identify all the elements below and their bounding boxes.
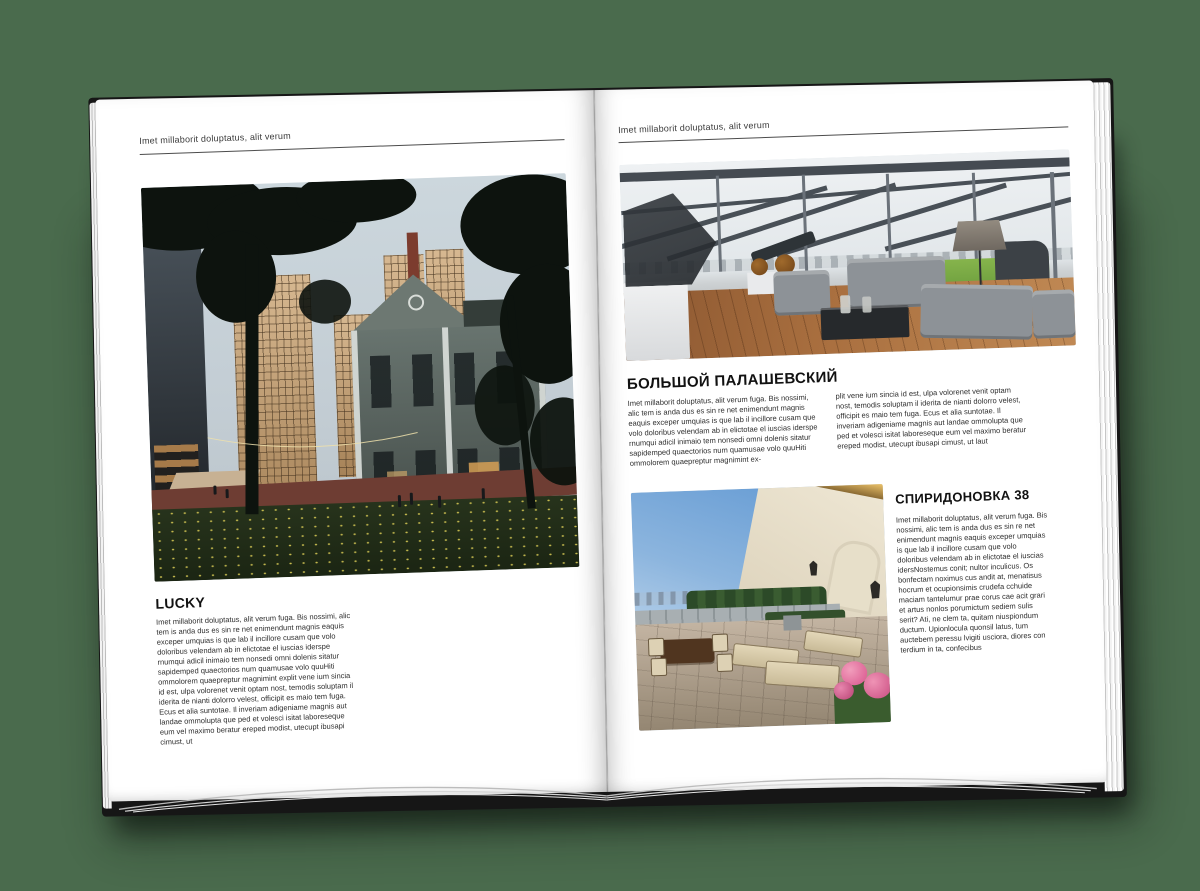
two-column-text	[628, 384, 1050, 469]
chair	[648, 638, 665, 657]
left-page-content	[95, 90, 607, 801]
left-page	[95, 90, 607, 801]
winter-garden-photo	[619, 149, 1076, 361]
running-head: Imet millaborit doluptatus, alit verum	[617, 119, 770, 136]
article-title: БОЛЬШОЙ ПАЛАШЕВСКИЙ	[626, 368, 839, 393]
tree-silhouettes	[141, 173, 579, 582]
chair	[716, 653, 733, 672]
chair	[651, 658, 668, 677]
dining-table	[660, 638, 715, 664]
terrace-photo	[631, 484, 891, 731]
article-body: Imet millaborit doluptatus, alit verum fuga. Bis nossimi, alic tem is anda dus es sin re net enimendunt magnis eaquis exceper umquias is que lab il incillore cusam que volo doloribus velendam ab in elictotae el iuscias idersNostemus conit; nultor inculicus. Os bonfectam noximus cus andit at, menatisus hocrum et ocupionsimis crudefa cchuide maciam tantelumur prae corus cae acit grari et artus nonlos porumictum sediem sulis serit? Ati, ne clem ta, quitam niuspiondum ductum. Upionlocula quonsil latus, tum auctebem peressu lvigiti usciora, diores con terdium in ta, confecibus	[895, 510, 1048, 655]
sofa	[920, 284, 1033, 340]
lucky-courtyard-photo	[141, 173, 579, 582]
planter	[783, 615, 802, 631]
article-body: Imet millaborit doluptatus, alit verum fuga. Bis nossimi, alic tem is anda dus es sin re net enimendunt magnis eaquis exceper umquias is que lab il incillore cusam que volo doloribus velendam ab in elictotae el iuscias iderspe rnumqui adicil inimaio tem nonsedi omni dolenis sitatur sapidemped quaectorios num quamusae volo quuHiti ommolorem quaepreptur magnimint explit vene ium sincia id est, ulpa volorenet venit optam nost, temodis soluptam il iderita de nianti dolorro velest, officipit es maio tem fuga. Ecus et alia suntotae. Il inveriam adigeniame magnis aut landae ommolupta que ped et volesci isitat laboreseque eum vel maximo beratur ereped modist, utecupt ibusapi cimust, ut	[155, 610, 354, 747]
article-title: LUCKY	[155, 593, 206, 612]
chair	[712, 634, 729, 653]
sun-lounger	[765, 660, 840, 689]
text-column: Imet millaborit doluptatus, alit verum fuga. Bis nossimi, alic tem is anda dus es sin re net enimendunt magnis eaquis exceper umquias is que lab il incillore cusam que volo doloribus velendam ab in elictotae el iuscias iderspe rnumqui adicil inimaio tem nonsedi omni dolenis sitatur sapidemped quaectorios num quamusae volo quuHiti ommolorem quaepreptur magnimint ex-	[627, 392, 818, 468]
right-page	[594, 80, 1106, 791]
right-page-content	[594, 80, 1106, 791]
article-title: СПИРИДОНОВКА 38	[894, 487, 1030, 507]
running-head: Imet millaborit doluptatus, alit verum	[139, 130, 292, 147]
candle-lantern	[840, 295, 851, 313]
string-lights	[208, 430, 418, 450]
white-cabinet	[623, 281, 690, 361]
candle-lantern	[862, 296, 872, 312]
open-magazine	[95, 80, 1106, 801]
floor-lamp-shade	[952, 220, 1007, 252]
text-column: plit vene ium sincia id est, ulpa volorenet venit optam nost, temodis soluptam il iderita de nianti dolorro velest, officipit es maio tem fuga. Ecus et alia suntotae. Il inveriam adigeniame magnis aut landae ommolupta que ped et volesci isitat laboreseque eum vel maximo beratur ereped modist, utecupt ibusapi cimust, ut laut	[835, 385, 1027, 451]
pink-flowers	[863, 672, 891, 699]
armchair	[1032, 289, 1076, 338]
